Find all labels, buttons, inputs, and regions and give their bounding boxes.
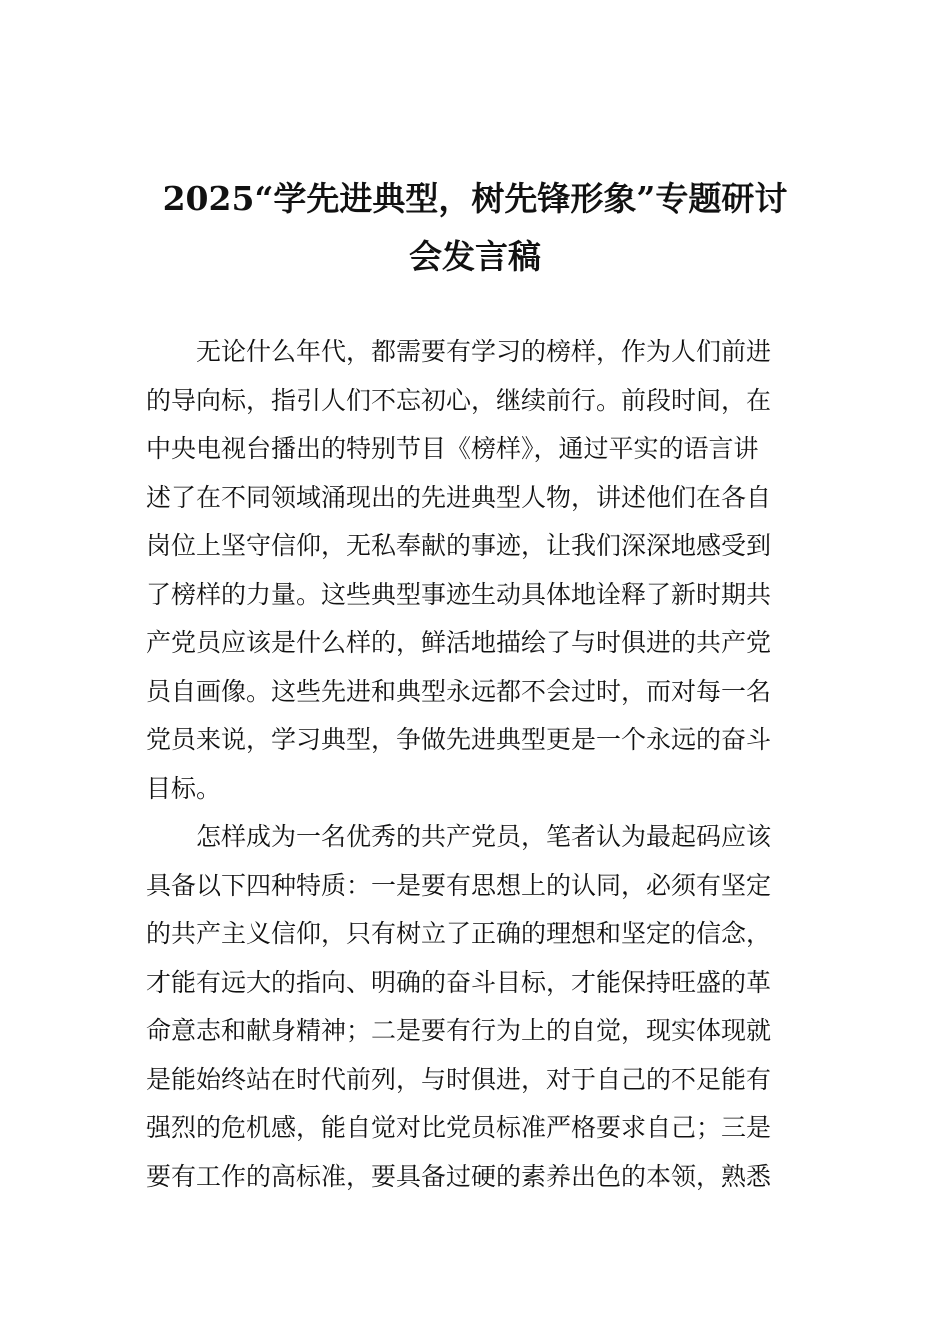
title-line: 会发言稿 (409, 237, 541, 276)
text-line: 强烈的危机感，能自觉对比党员标准严格要求自己；三是 (146, 1113, 772, 1142)
text-line: 的共产主义信仰，只有树立了正确的理想和坚定的信念， (146, 919, 772, 948)
paragraph-2 (146, 813, 806, 1201)
title-line: 2025“学先进典型，树先锋形象”专题研讨 (162, 179, 788, 218)
paragraph-1 (146, 328, 806, 813)
text-line: 无论什么年代，都需要有学习的榜样，作为人们前进 (146, 337, 772, 366)
text-line: 员自画像。这些先进和典型永远都不会过时，而对每一名 (146, 676, 772, 706)
text-line: 党员来说，学习典型，争做先进典型更是一个永远的奋斗 (146, 725, 772, 754)
text-line: 岗位上坚守信仰，无私奉献的事迹，让我们深深地感受到 (146, 531, 772, 560)
document-body (146, 328, 806, 1201)
text-line: 目标。 (146, 773, 222, 803)
text-line: 产党员应该是什么样的，鲜活地描绘了与时俱进的共产党 (146, 628, 772, 657)
text-line: 的导向标，指引人们不忘初心，继续前行。前段时间，在 (146, 385, 772, 415)
document-title (120, 170, 830, 286)
text-line: 述了在不同领域涌现出的先进典型人物，讲述他们在各自 (146, 482, 772, 512)
text-line: 了榜样的力量。这些典型事迹生动具体地诠释了新时期共 (146, 579, 772, 609)
text-line: 命意志和献身精神；二是要有行为上的自觉，现实体现就 (146, 1016, 772, 1045)
text-line: 要有工作的高标准，要具备过硬的素养出色的本领，熟悉 (146, 1161, 772, 1191)
text-line: 具备以下四种特质：一是要有思想上的认同，必须有坚定 (146, 870, 772, 900)
text-line: 怎样成为一名优秀的共产党员，笔者认为最起码应该 (146, 822, 772, 851)
text-line: 才能有远大的指向、明确的奋斗目标，才能保持旺盛的革 (146, 967, 772, 997)
text-line: 中央电视台播出的特别节目《榜样》，通过平实的语言讲 (146, 434, 759, 463)
text-line: 是能始终站在时代前列，与时俱进，对于自己的不足能有 (146, 1064, 772, 1094)
